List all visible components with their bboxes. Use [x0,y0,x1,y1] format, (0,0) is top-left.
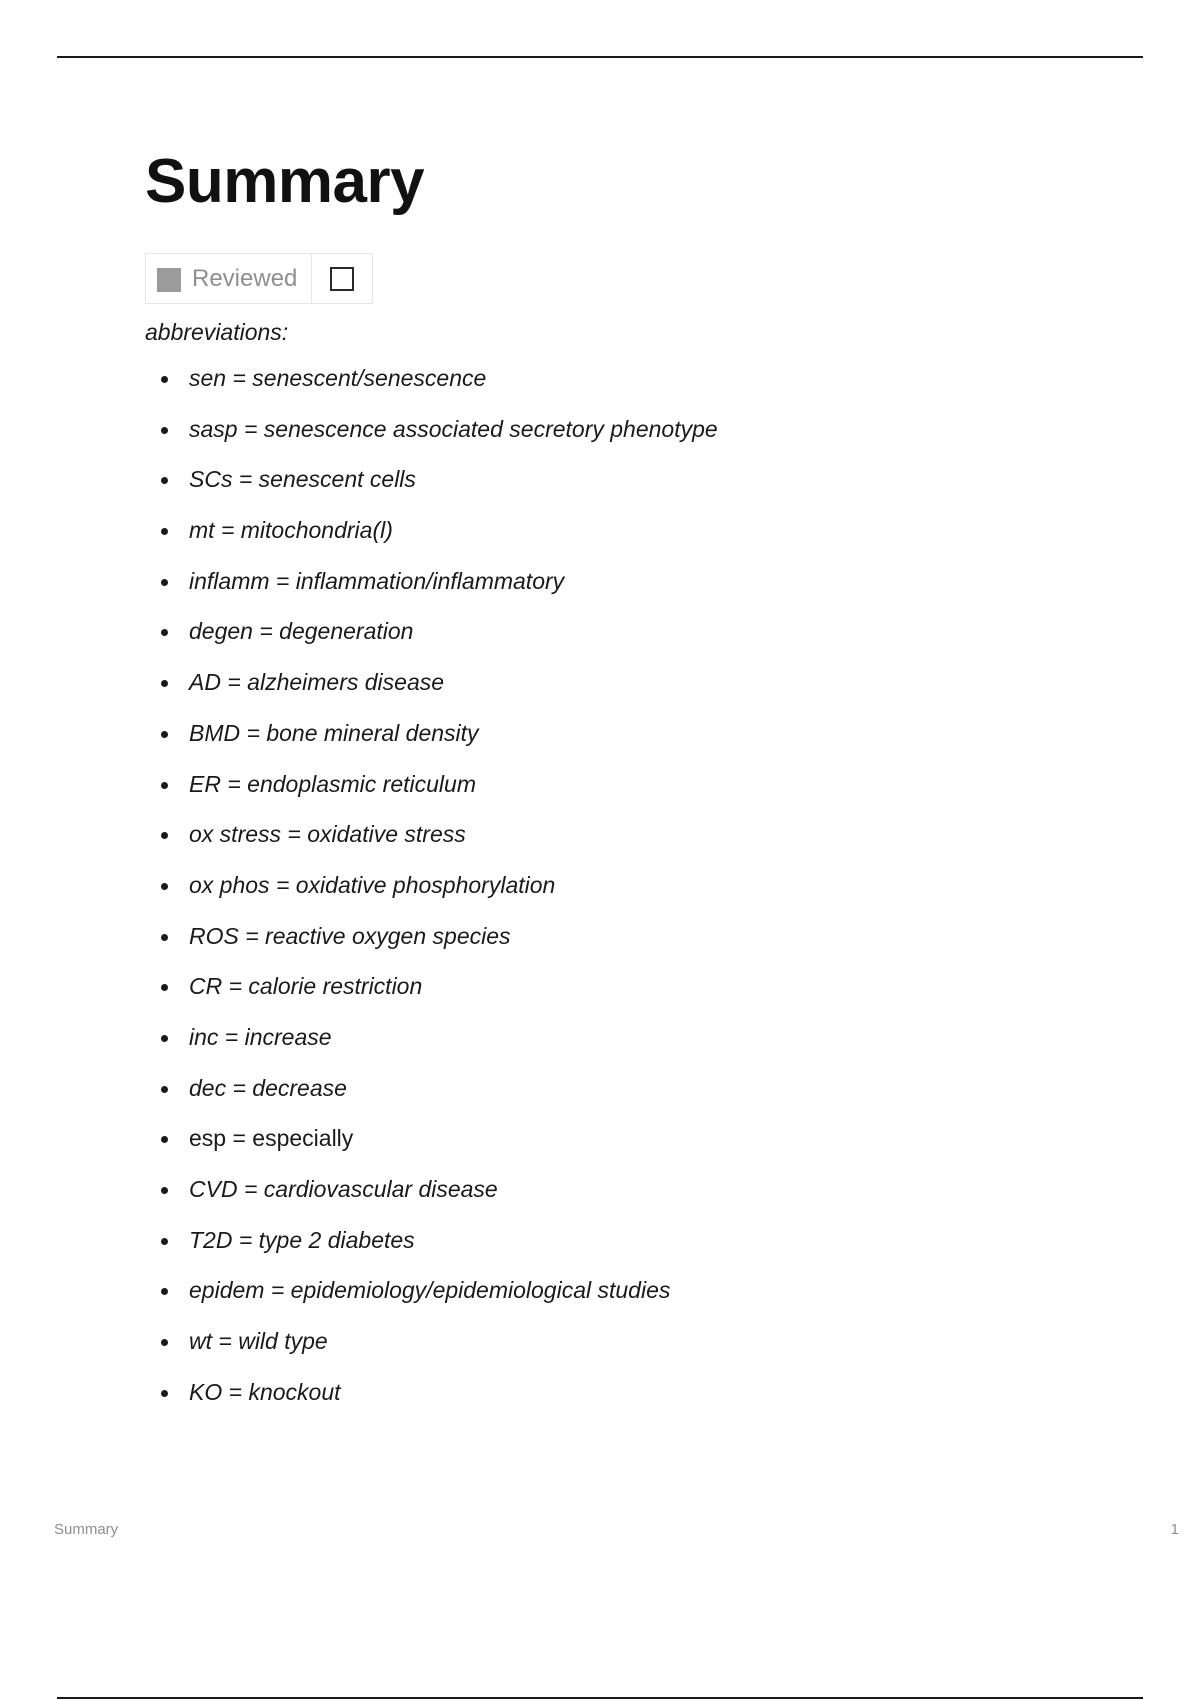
list-item [145,666,1105,717]
list-item [145,1325,1105,1376]
section-label: abbreviations: [145,319,289,345]
bullet-icon [161,376,168,383]
property-label: Reviewed [192,264,298,292]
page-content [145,138,1105,1426]
list-item-text: inc = increase [189,1023,332,1050]
list-item [145,1274,1105,1325]
list-item [145,1224,1105,1275]
bullet-icon [161,477,168,484]
list-item [145,920,1105,971]
bullet-icon [161,680,168,687]
reviewed-checkbox[interactable] [330,267,354,291]
bullet-icon [161,1035,168,1042]
list-item-text: degen = degeneration [189,618,414,645]
bullet-icon [161,984,168,991]
list-item [145,1072,1105,1123]
list-item [145,717,1105,768]
list-item-text: ox phos = oxidative phosphorylation [189,871,556,898]
abbreviation-list [145,362,1105,1426]
list-item-text: T2D = type 2 diabetes [189,1226,415,1253]
list-item-text: dec = decrease [189,1074,347,1101]
property-square-icon [157,268,181,292]
bullet-icon [161,629,168,636]
bullet-icon [161,731,168,738]
list-item-text: sasp = senescence associated secretory phenotype [189,415,718,442]
footer-page-title: Summary [54,1521,119,1538]
list-item [145,413,1105,464]
bullet-icon [161,1390,168,1397]
list-item-text: inflamm = inflammation/inflammatory [189,567,565,594]
bullet-icon [161,782,168,789]
list-item [145,565,1105,616]
list-item-text: sen = senescent/senescence [189,365,487,391]
bullet-icon [161,1339,168,1346]
list-item [145,1021,1105,1072]
list-item-text: ROS = reactive oxygen species [189,922,511,949]
top-divider [57,56,1143,58]
bottom-divider [57,1697,1143,1699]
page-title: Summary [145,147,425,216]
bullet-icon [161,579,168,586]
list-item [145,463,1105,514]
list-item-text: ER = endoplasmic reticulum [189,770,476,797]
bullet-icon [161,1136,168,1143]
list-item-text: wt = wild type [189,1328,328,1355]
list-item [145,1376,1105,1427]
property-row-reviewed [145,253,373,304]
list-item [145,818,1105,869]
bullet-icon [161,427,168,434]
list-item-text: SCs = senescent cells [189,466,416,493]
list-item-text: AD = alzheimers disease [189,669,445,696]
property-value-cell [312,254,372,303]
list-item-text: esp = especially [189,1125,354,1152]
list-item [145,1173,1105,1224]
list-item [145,362,1105,413]
list-item [145,768,1105,819]
list-item [145,1122,1105,1173]
bullet-icon [161,934,168,941]
footer-page-number: 1 [1170,1521,1179,1538]
bullet-icon [161,1288,168,1295]
list-item-text: KO = knockout [189,1378,341,1405]
list-item [145,514,1105,565]
bullet-icon [161,1086,168,1093]
list-item-text: CVD = cardiovascular disease [189,1176,498,1202]
list-item-text: CR = calorie restriction [189,973,423,1000]
bullet-icon [161,832,168,839]
property-name-cell [146,254,312,303]
bullet-icon [161,883,168,890]
list-item-text: mt = mitochondria(l) [189,517,393,544]
list-item [145,970,1105,1021]
bullet-icon [161,1187,168,1194]
list-item-text: epidem = epidemiology/epidemiological studies [189,1277,671,1304]
list-item [145,869,1105,920]
list-item [145,615,1105,666]
bullet-icon [161,528,168,535]
list-item-text: ox stress = oxidative stress [189,821,466,848]
list-item-text: BMD = bone mineral density [189,719,479,746]
bullet-icon [161,1238,168,1245]
